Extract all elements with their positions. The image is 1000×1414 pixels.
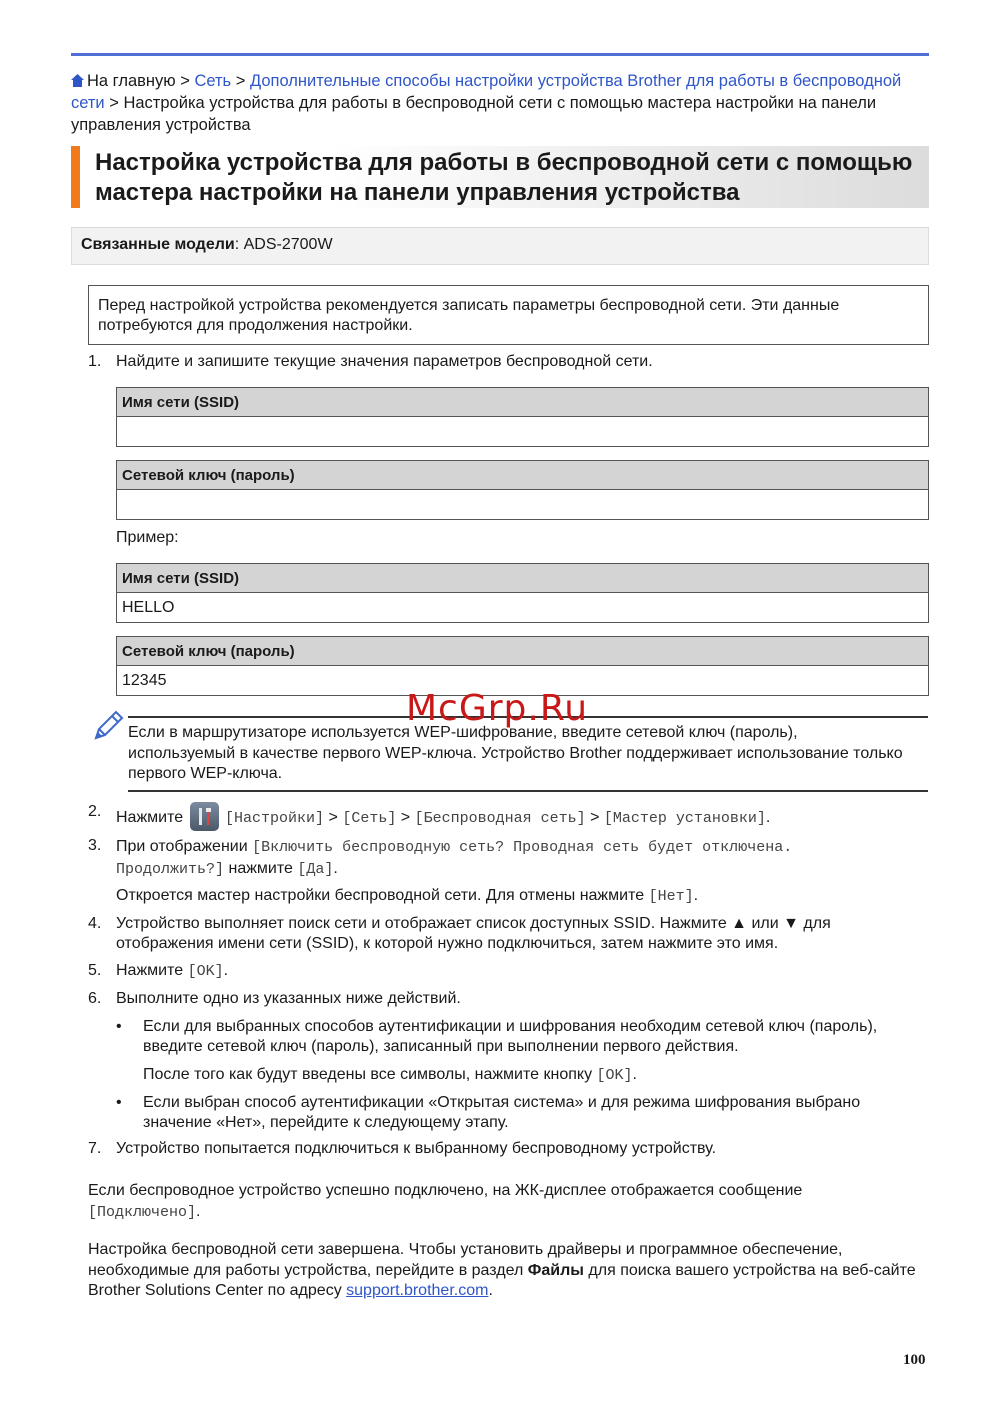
- intro-note: [88, 285, 929, 345]
- pencil-note-icon: [92, 708, 126, 742]
- step-1-number: 1.: [88, 353, 102, 370]
- intro-note-text: Перед настройкой устройства рекомендуется записать параметры беспроводной сети. Эти данные потребуются для продолжения настройки.: [98, 297, 840, 334]
- breadcrumb-home[interactable]: На главную: [87, 72, 176, 90]
- bullet-1-sub-end: .: [632, 1066, 637, 1083]
- no-button-label[interactable]: [Нет]: [648, 888, 694, 905]
- step-3-number: 3.: [88, 837, 102, 854]
- page-number: 100: [903, 1352, 926, 1368]
- step-3-mid: нажмите: [228, 860, 293, 877]
- step-4-text: Устройство выполняет поиск сети и отображает список доступных SSID. Нажмите ▲ или ▼ для отображения имени сети (SSID), к которой нужно подключиться, затем нажмите это имя.: [116, 915, 831, 952]
- arrow-sep: >: [400, 809, 411, 826]
- step-1-text: Найдите и запишите текущие значения параметров беспроводной сети.: [116, 353, 653, 370]
- watermark: McGrp.Ru: [406, 688, 589, 729]
- breadcrumb-sep: >: [104, 94, 124, 112]
- ssid-table: [116, 387, 929, 447]
- step-5-text: [116, 961, 228, 982]
- related-models: [71, 227, 929, 265]
- title-accent-bar: [71, 146, 80, 208]
- step-3-sub-end: .: [693, 887, 699, 904]
- breadcrumb-advanced-link[interactable]: Дополнительные способы настройки устройства Brother для работы в беспроводной сети: [71, 72, 902, 112]
- menu-setup-wizard[interactable]: [Мастер установки]: [603, 810, 766, 827]
- final-mid: для поиска вашего устройства на веб-сайте Brother Solutions Center по адресу: [88, 1261, 916, 1299]
- arrow-sep: >: [328, 809, 338, 826]
- enable-wireless-prompt: [Включить беспроводную сеть? Проводная сеть будет отключена. Продолжить?]: [116, 839, 793, 878]
- ssid-header: Имя сети (SSID): [122, 394, 240, 411]
- files-section-name: Файлы: [527, 1261, 584, 1279]
- breadcrumb-sep: >: [231, 72, 250, 90]
- ok-button-label[interactable]: [OK]: [596, 1067, 633, 1084]
- step-7-number: 7.: [88, 1140, 102, 1157]
- step-3-sub-pre: Откроется мастер настройки беспроводной сети. Для отмены нажмите: [116, 887, 645, 904]
- step-2-number: 2.: [88, 803, 102, 820]
- top-rule: [71, 53, 929, 56]
- connected-message: [Подключено]: [88, 1204, 197, 1221]
- step-7-text: Устройство попытается подключиться к выбранному беспроводному устройству.: [116, 1140, 717, 1157]
- final-pre: Настройка беспроводной сети завершена. Чтобы установить драйверы и программное обеспечение, необходимые для работы устройства, перейдите в раздел: [88, 1241, 843, 1279]
- breadcrumb-current: Настройка устройства для работы в беспроводной сети с помощью мастера настройки на панели управления устройства: [71, 94, 877, 134]
- ssid-example-table: [116, 563, 929, 623]
- bullet-2-mark: •: [116, 1094, 122, 1111]
- step-5-number: 5.: [88, 962, 102, 979]
- bullet-1-text: Если для выбранных способов аутентификации и шифрования необходим сетевой ключ (пароль), введите сетевой ключ (пароль), записанный при выполнении первого действия.: [143, 1018, 878, 1055]
- step-3-end: .: [333, 860, 338, 877]
- menu-settings[interactable]: [Настройки]: [225, 810, 325, 827]
- step-5-end: .: [223, 962, 229, 979]
- step-4-number: 4.: [88, 915, 102, 932]
- step-2-pre: Нажмите: [116, 809, 184, 826]
- support-link[interactable]: support.brother.com: [346, 1282, 489, 1299]
- step-6-number: 6.: [88, 990, 102, 1007]
- bullet-2-text: Если выбран способ аутентификации «Открытая система» и для режима шифрования выбрано значение «Нет», перейдите к следующему этапу.: [143, 1094, 861, 1131]
- success-end: .: [196, 1203, 201, 1220]
- settings-tools-icon[interactable]: [190, 802, 219, 831]
- step-2-end: .: [765, 809, 771, 826]
- menu-network[interactable]: [Сеть]: [342, 810, 397, 827]
- step-3-pre: При отображении: [116, 838, 248, 855]
- menu-wireless[interactable]: [Беспроводная сеть]: [414, 810, 586, 827]
- key-example-cell: 12345: [122, 672, 167, 689]
- wep-note-text: Если в маршрутизаторе используется WEP-шифрование, введите сетевой ключ (пароль), используемый в качестве первого WEP-ключа. Устройство Brother поддерживает использование только первого WEP-ключа.: [128, 724, 903, 782]
- ssid-example-cell: HELLO: [122, 599, 175, 616]
- related-models-value: : ADS-2700W: [234, 236, 333, 253]
- bullet-1-mark: •: [116, 1018, 122, 1035]
- arrow-sep: >: [590, 809, 600, 826]
- ok-button-label[interactable]: [OK]: [187, 963, 224, 980]
- page-title: Настройка устройства для работы в беспроводной сети с помощью мастера настройки на панели управления устройства: [95, 149, 913, 206]
- home-icon[interactable]: [71, 74, 84, 87]
- related-models-label: Связанные модели: [81, 236, 235, 253]
- success-text: Если беспроводное устройство успешно подключено, на ЖК-дисплее отображается сообщение: [88, 1182, 803, 1199]
- example-label: Пример:: [116, 529, 179, 546]
- step-5-pre: Нажмите: [116, 962, 184, 979]
- step-3-sub: [116, 886, 698, 907]
- bullet-1-sub: [143, 1065, 637, 1086]
- step-2-text: [116, 802, 928, 831]
- success-paragraph: [88, 1180, 928, 1223]
- key-header: Сетевой ключ (пароль): [122, 467, 295, 484]
- breadcrumb-network-link[interactable]: Сеть: [194, 72, 232, 90]
- key-example-table: [116, 636, 929, 696]
- breadcrumb: [71, 70, 929, 136]
- final-paragraph: [88, 1240, 928, 1302]
- key-example-header: Сетевой ключ (пароль): [122, 643, 295, 660]
- yes-button-label[interactable]: [Да]: [297, 861, 334, 878]
- bullet-1-sub-pre: После того как будут введены все символы, нажмите кнопку: [143, 1066, 593, 1083]
- key-table: [116, 460, 929, 520]
- title-banner: [71, 146, 929, 208]
- step-6-text: Выполните одно из указанных ниже действий.: [116, 990, 461, 1007]
- final-end: .: [488, 1282, 493, 1299]
- step-3-text: [116, 836, 906, 880]
- ssid-example-header: Имя сети (SSID): [122, 570, 240, 587]
- breadcrumb-sep: >: [175, 72, 195, 90]
